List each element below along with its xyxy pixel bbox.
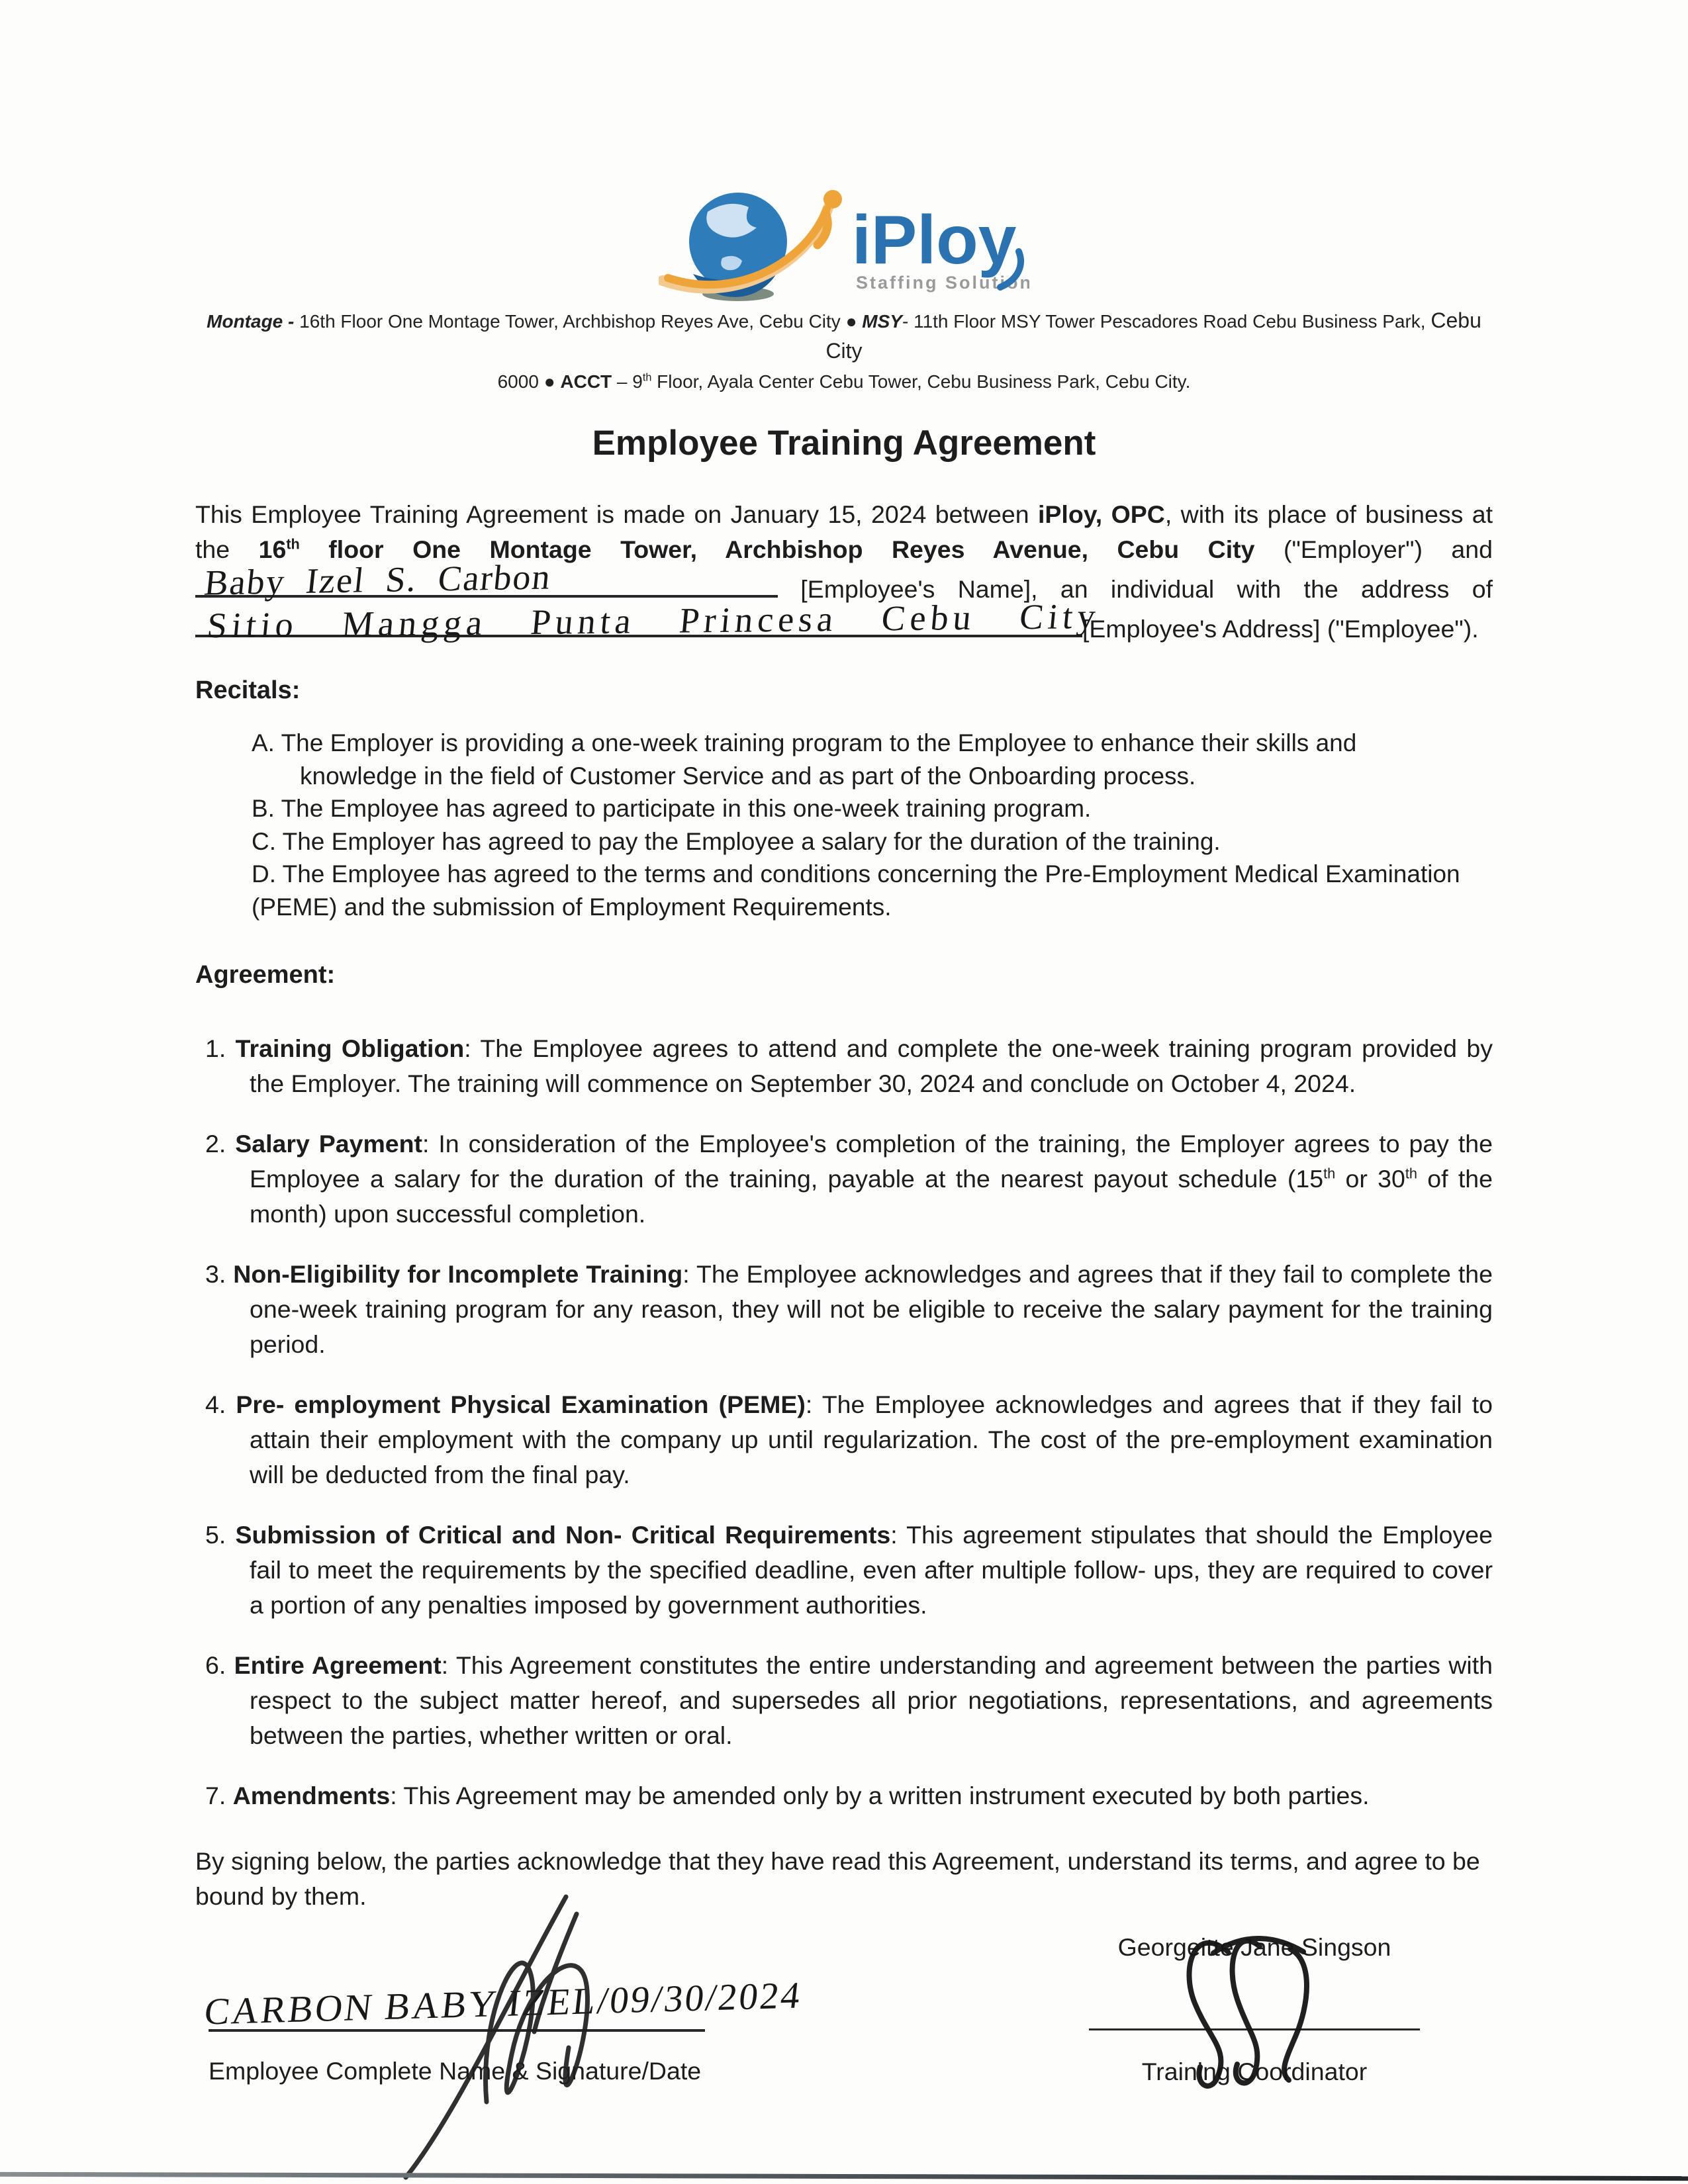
recitals-list [195, 727, 1493, 923]
tagline-text: Staffing Solutions [856, 273, 1029, 293]
coordinator-signature-block [1089, 1930, 1420, 2089]
brand-text: iPloy [852, 202, 1017, 279]
agreement-item-3: 3. Non-Eligibility for Incomplete Training: The Employee acknowledges and agrees that if they fail to complete the one-week training program for any reason, they will not be eligible to receive the salary payment for the training period. [205, 1260, 1493, 1358]
employee-signature-flourish-icon [288, 1878, 751, 2183]
employee-address-bracket-text: [Employee's Address] ("Employee"). [1082, 615, 1479, 643]
employee-name-bracket-text: [Employee's Name], an individual with the address of [778, 575, 1493, 603]
recital-line-d1: D. The Employee has agreed to the terms and conditions concerning the Pre-Employment Medical Examination [252, 860, 1460, 887]
signature-section [195, 1930, 1493, 2089]
coordinator-title: Training Coordinator [1141, 2058, 1368, 2085]
recitals-heading: Recitals: [195, 676, 301, 704]
agreement-item-6: 6. Entire Agreement: This Agreement constitutes the entire understanding and agreement between the parties with respect to the subject matter hereof, and supersedes all prior negotiations, representations, and agreements between the parties, whether written or oral. [205, 1651, 1493, 1749]
header-address-line-2: 6000 ● ACCT – 9th Floor, Ayala Center Cebu Tower, Cebu Business Park, Cebu City. [497, 371, 1191, 392]
employee-address-fill-line [195, 596, 1102, 646]
agreement-item-2: 2. Salary Payment: In consideration of the Employee's completion of the training, the Employer agrees to pay the Employee a salary for the duration of the training, payable at the nearest payout schedule (15th or 30th of the month) upon successful completion. [205, 1130, 1493, 1228]
handwritten-employee-address: Sitio Mangga Punta Princesa Cebu City [205, 596, 1102, 646]
agreement-item-1: 1. Training Obligation: The Employee agrees to attend and complete the one-week training program provided by the Employer. The training will commence on September 30, 2024 and conclude on October 4, 2024. [205, 1034, 1493, 1097]
recital-line-b: B. The Employee has agreed to participate in this one-week training program. [252, 795, 1092, 822]
document-title: Employee Training Agreement [592, 424, 1096, 463]
iploy-logo-icon [659, 180, 1029, 306]
recital-line-c: C. The Employer has agreed to pay the Employee a salary for the duration of the training. [252, 827, 1221, 855]
recital-line-a2: knowledge in the field of Customer Service and as part of the Onboarding process. [300, 762, 1196, 790]
agreement-item-4: 4. Pre- employment Physical Examination (PEME): The Employee acknowledges and agrees that if they fail to attain their employment with the company up until regularization. The cost of the pre-employment examination will be deducted from the final pay. [205, 1390, 1493, 1488]
header-address-line-1: Montage - 16th Floor One Montage Tower, Archbishop Reyes Ave, Cebu City ● MSY- 11th Floor MSY Tower Pescadores Road Cebu Business Park, Cebu City [207, 308, 1481, 363]
employee-name-fill-line [195, 557, 778, 603]
coordinator-name: Georgeitte Jane Singson [1117, 1933, 1391, 1961]
recital-line-d2: (PEME) and the submission of Employment Requirements. [252, 893, 892, 921]
handwritten-employee-name: Baby Izel S. Carbon [202, 557, 554, 603]
intro-paragraph [195, 497, 1493, 647]
intro-lead-text: This Employee Training Agreement is made on January 15, 2024 between iPloy, OPC, with its place of business at the 16th floor One Montage Tower, Archbishop Reyes Avenue, Cebu City ("Employer") and [195, 500, 1493, 563]
coordinator-signature-line [1089, 1965, 1420, 2030]
recital-line-a1: A. The Employer is providing a one-week training program to the Employee to enhance their skills and [252, 729, 1357, 756]
employee-signature-block [202, 1930, 804, 2089]
company-logo [659, 0, 1029, 306]
employee-signature-handwriting: CARBON BABY IZEL/09/30/2024 [202, 1974, 804, 2033]
employee-signature-line [202, 1930, 804, 2033]
agreement-heading: Agreement: [195, 961, 336, 989]
closing-paragraph: By signing below, the parties acknowledge that they have read this Agreement, understand its terms, and agree to be bound by them. [195, 1847, 1480, 1910]
agreement-item-7: 7. Amendments: This Agreement may be amended only by a written instrument executed by both parties. [205, 1782, 1370, 1809]
employee-signature-label: Employee Complete Name & Signature/Date [209, 2057, 702, 2085]
scan-bottom-edge [0, 2172, 1688, 2181]
person-head-icon [823, 190, 842, 208]
agreement-item-5: 5. Submission of Critical and Non- Critical Requirements: This agreement stipulates that should the Employee fail to meet the requirements by the specified deadline, even after multiple follow- ups, they are required to cover a portion of any penalties imposed by government authorities. [205, 1521, 1493, 1619]
